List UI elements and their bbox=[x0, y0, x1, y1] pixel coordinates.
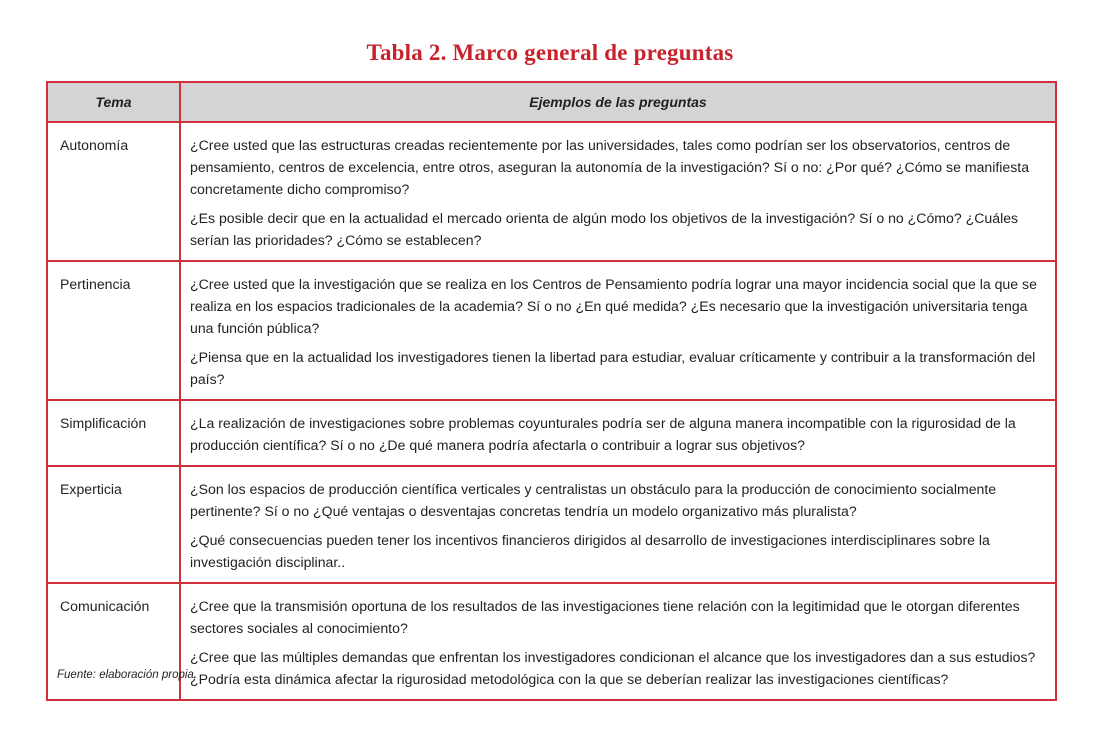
questions-cell bbox=[180, 583, 1056, 700]
table-row bbox=[47, 261, 1056, 400]
table-row bbox=[47, 466, 1056, 583]
question-text: ¿Cree usted que las estructuras creadas recientemente por las universidades, tales como podrían ser los observatorios, centros de pensamiento, centros de excelencia, entre otros, aseguran la autonomía de la investigación? Sí o no: ¿Por qué? ¿Cómo se manifiesta concretamente dicho compromiso? bbox=[190, 137, 1030, 197]
table-title: Tabla 2. Marco general de preguntas bbox=[366, 40, 734, 65]
questions-cell bbox=[180, 400, 1056, 466]
table-row bbox=[47, 583, 1056, 700]
questions-cell bbox=[180, 261, 1056, 400]
table-header-row bbox=[47, 82, 1056, 122]
question-text: ¿Cree usted que la investigación que se realiza en los Centros de Pensamiento podría lograr una mayor incidencia social que la que se realiza en los espacios tradicionales de la academia? Sí o no ¿En qué medida? ¿Es necesario que la investigación universitaria tenga una función pública? bbox=[190, 276, 1037, 336]
question-text: ¿Cree que la transmisión oportuna de los resultados de las investigaciones tiene relación con la legitimidad que le otorgan diferentes sectores sociales al conocimiento? bbox=[190, 598, 1020, 636]
topic-cell: Experticia bbox=[47, 466, 180, 583]
question-text: ¿La realización de investigaciones sobre problemas coyunturales podría ser de alguna manera incompatible con la rigurosidad de la producción científica? Sí o no ¿De qué manera podría afectarla o contribuir a lograr sus objetivos? bbox=[190, 415, 1016, 453]
header-questions: Ejemplos de las preguntas bbox=[180, 82, 1056, 122]
topic-cell: Simplificación bbox=[47, 400, 180, 466]
table-row bbox=[47, 122, 1056, 261]
questions-cell bbox=[180, 122, 1056, 261]
questions-cell bbox=[180, 466, 1056, 583]
source-note: Fuente: elaboración propia. bbox=[57, 669, 198, 681]
question-text: ¿Son los espacios de producción científica verticales y centralistas un obstáculo para la producción de conocimiento socialmente pertinente? Sí o no ¿Qué ventajas o desventajas concretas tendría un modelo organizativo más pluralista? bbox=[190, 481, 997, 519]
questions-table bbox=[46, 81, 1057, 701]
question-text: ¿Cree que las múltiples demandas que enfrentan los investigadores condicionan el alcance que los investigadores dan a sus estudios? ¿Podría esta dinámica afectar la rigurosidad metodológica con la que se deberían realizar las investigaciones científicas? bbox=[190, 649, 1036, 687]
table-row bbox=[47, 400, 1056, 466]
question-text: ¿Qué consecuencias pueden tener los incentivos financieros dirigidos al desarrollo de investigaciones interdisciplinares sobre la investigación disciplinar.. bbox=[190, 532, 990, 570]
topic-cell: Comunicación bbox=[47, 583, 180, 700]
question-text: ¿Es posible decir que en la actualidad el mercado orienta de algún modo los objetivos de la investigación? Sí o no ¿Cómo? ¿Cuáles serían las prioridades? ¿Cómo se establecen? bbox=[190, 210, 1019, 248]
topic-cell: Pertinencia bbox=[47, 261, 180, 400]
question-text: ¿Piensa que en la actualidad los investigadores tienen la libertad para estudiar, evaluar críticamente y contribuir a la transformación del país? bbox=[190, 349, 1036, 387]
header-topic: Tema bbox=[47, 82, 180, 122]
topic-cell: Autonomía bbox=[47, 122, 180, 261]
